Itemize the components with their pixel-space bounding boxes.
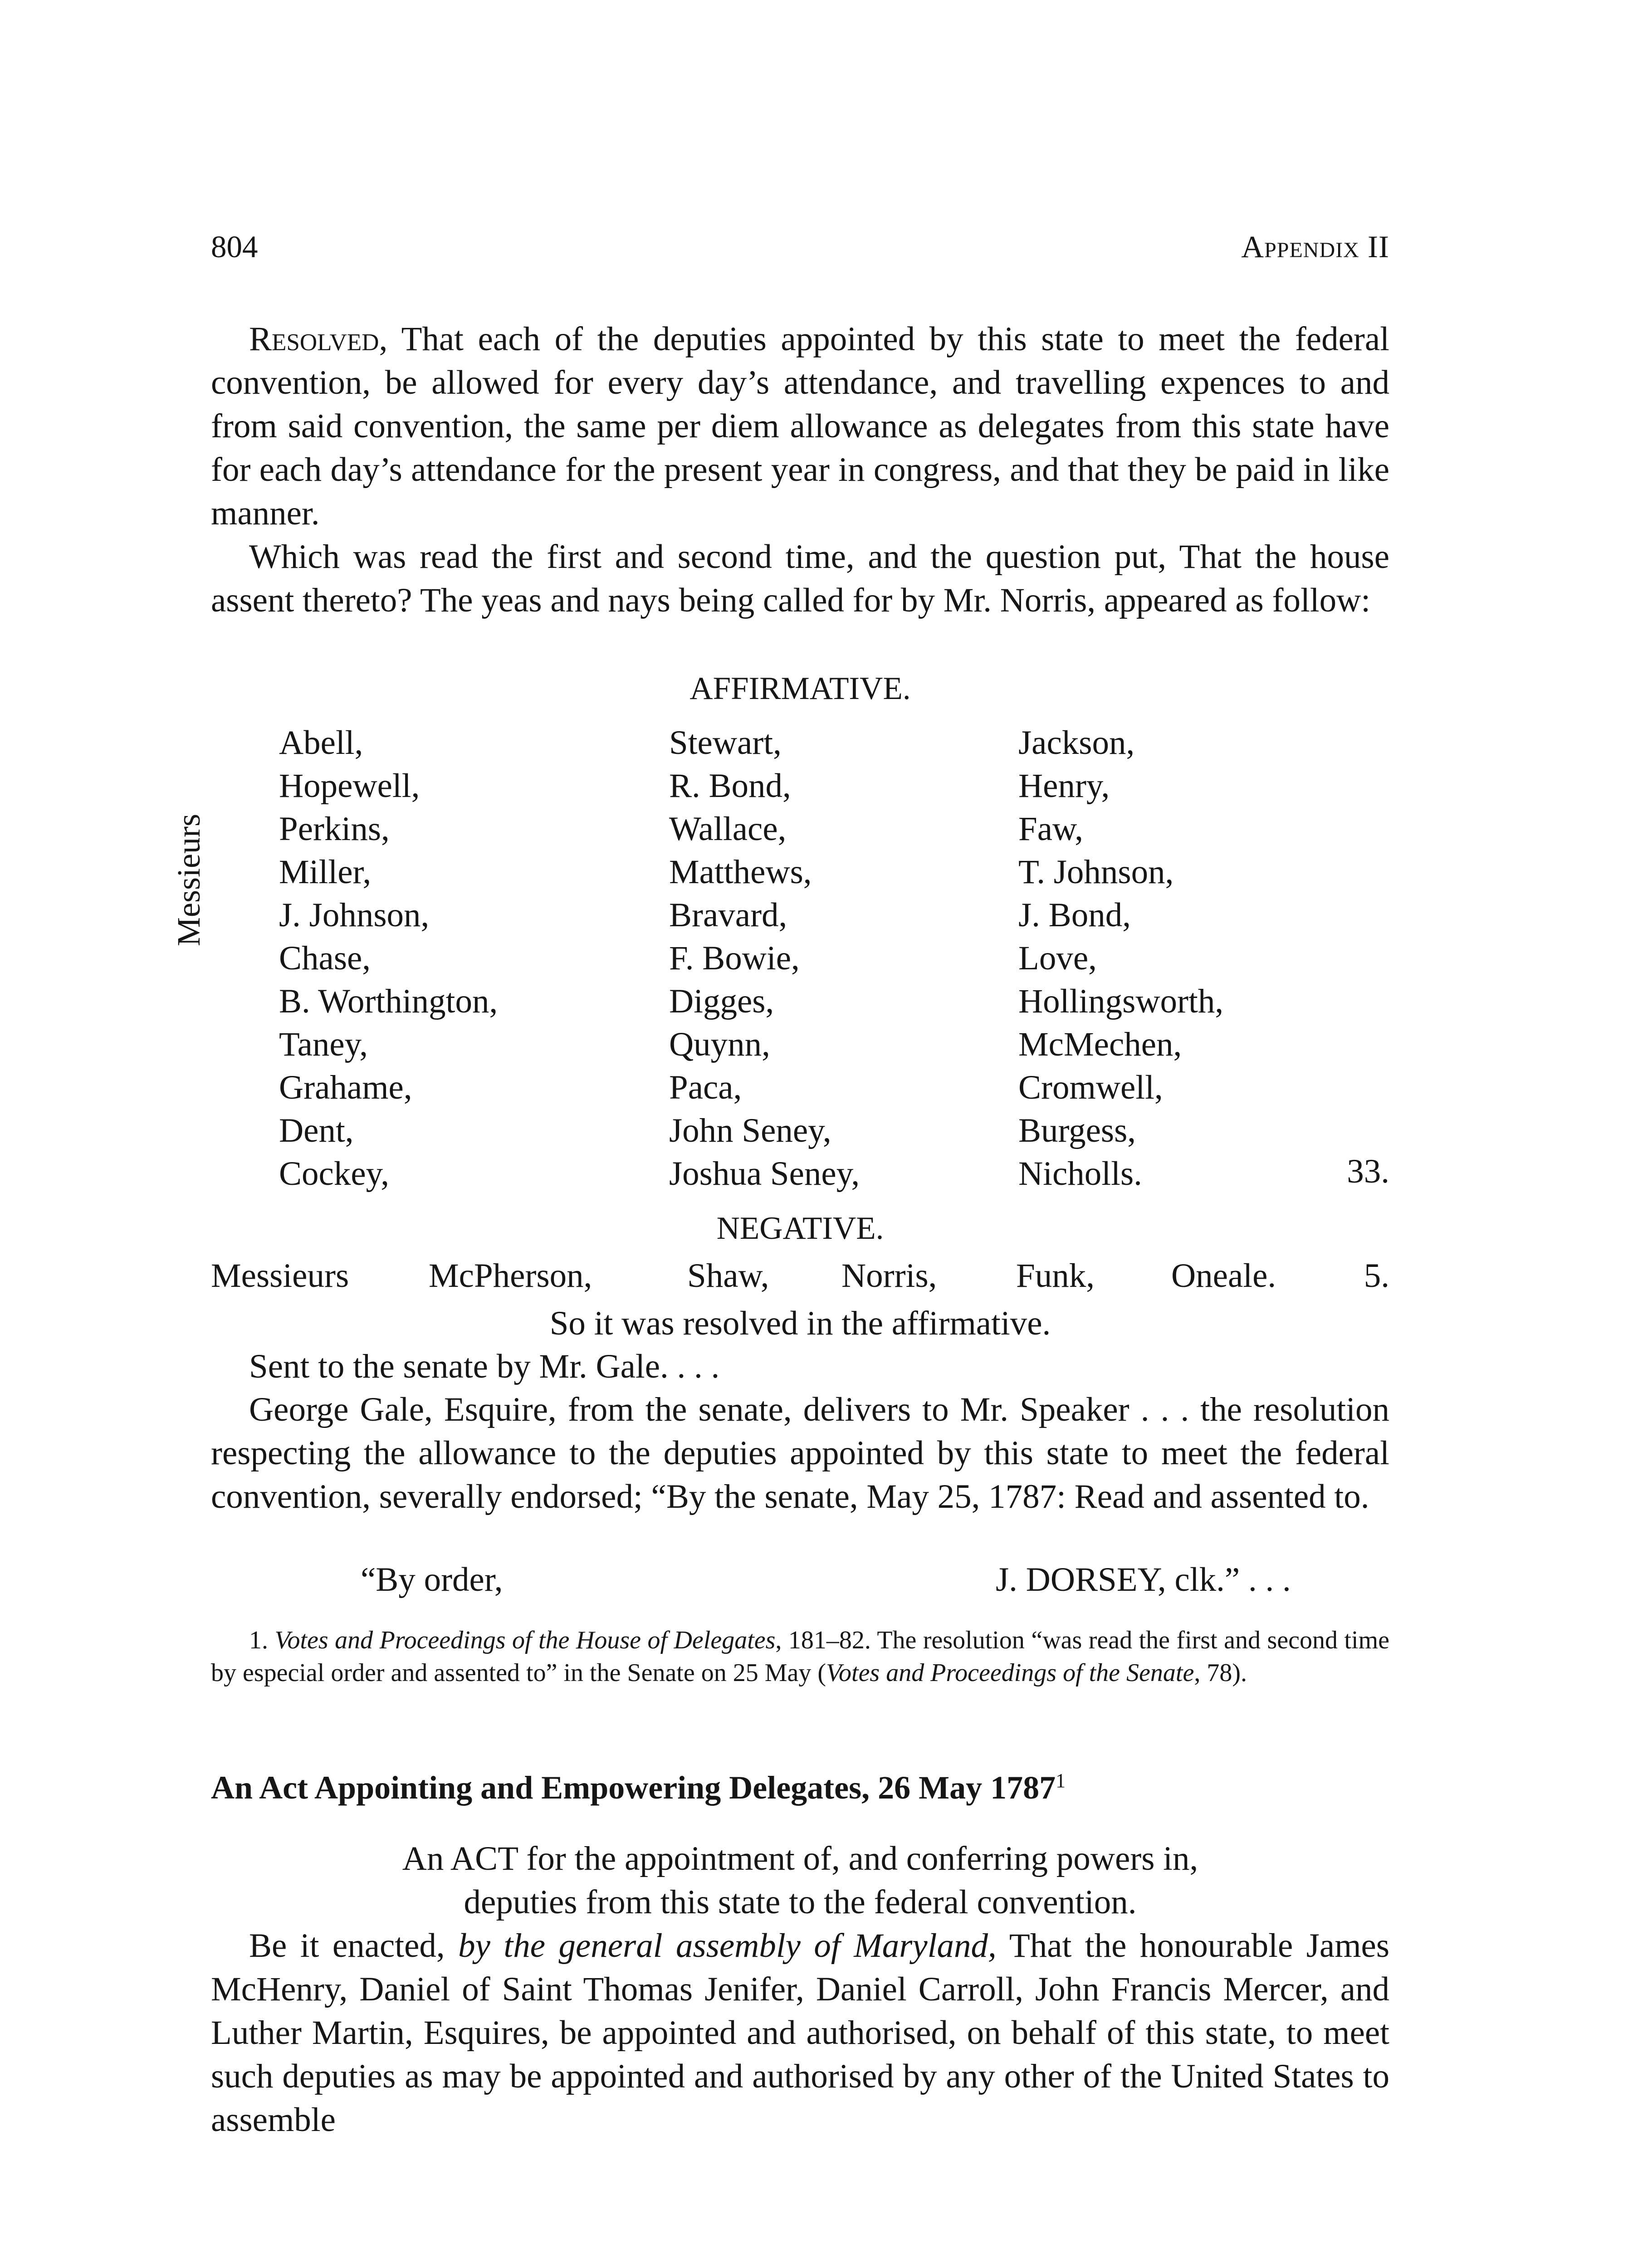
voter-name: Henry, xyxy=(1018,767,1110,805)
voter-name: Wallace, xyxy=(669,810,787,848)
voter-name: J. Johnson, xyxy=(279,896,430,934)
resolution-text: , That each of the deputies appointed by this state to meet the federal convention, be allowed for every day’s attendance, and travelling expences to and from said convention, the same per diem allowance as delegates from this state have for each day’s attendance for the present year in congress, and that they be paid in like manner. xyxy=(211,320,1389,532)
negative-name: Norris, xyxy=(841,1257,937,1295)
footnote-source-title: Votes and Proceedings of the House of Delegates xyxy=(274,1626,776,1654)
page-number: 804 xyxy=(211,230,258,264)
act-title-line-1: An ACT for the appointment of, and conferring powers in, xyxy=(402,1840,1198,1877)
affirmative-total: 33. xyxy=(1347,1153,1389,1190)
voter-name: Matthews, xyxy=(669,853,812,891)
act-title-line-2: deputies from this state to the federal convention. xyxy=(464,1883,1137,1921)
voter-name: John Seney, xyxy=(669,1112,831,1149)
footnote-senate-title: Votes and Proceedings of the Senate xyxy=(826,1659,1194,1687)
footnote-number: 1. xyxy=(249,1626,268,1654)
voter-name: Paca, xyxy=(669,1069,742,1106)
voter-name: Bravard, xyxy=(669,896,787,934)
voter-name: Stewart, xyxy=(669,724,782,762)
page-header xyxy=(211,229,1389,270)
voter-name: McMechen, xyxy=(1018,1026,1182,1063)
voter-name: Digges, xyxy=(669,982,774,1020)
reading-paragraph: Which was read the first and second time, and the question put, That the house assent thereto? The yeas and nays being called for by Mr. Norris, appeared as follow: xyxy=(211,538,1389,619)
section-heading xyxy=(211,1769,1389,1807)
voter-name: Chase, xyxy=(279,939,371,977)
negative-name: Shaw, xyxy=(687,1257,769,1295)
affirmative-column-2 xyxy=(669,721,860,1195)
voter-name: Jackson, xyxy=(1018,724,1135,762)
enact-text: That the honourable James McHenry, Daniel of Saint Thomas Jenifer, Daniel Carroll, John Francis Mercer, and Luther Martin, Esquires, be appointed and authorised, on behalf of this state, to meet such deputies as may be appointed and authorised by any other of the United States to assemble xyxy=(211,1927,1390,2139)
section-footnote-ref: 1 xyxy=(1056,1769,1066,1792)
footnote-senate-pages: , 78). xyxy=(1194,1659,1247,1687)
voter-name: Grahame, xyxy=(279,1069,412,1106)
messieurs-vertical-label: Messieurs xyxy=(171,814,207,946)
voter-name: Hollingsworth, xyxy=(1018,982,1224,1020)
vote-result: So it was resolved in the affirmative. xyxy=(549,1305,1051,1342)
affirmative-heading: AFFIRMATIVE. xyxy=(689,671,911,706)
sent-line: Sent to the senate by Mr. Gale. . . . xyxy=(249,1348,720,1385)
order-line xyxy=(211,1560,1389,1604)
voter-name: Abell, xyxy=(279,724,363,762)
voter-name: Joshua Seney, xyxy=(669,1155,860,1193)
voter-name: Quynn, xyxy=(669,1026,770,1063)
voter-name: F. Bowie, xyxy=(669,939,800,977)
negative-total: 5. xyxy=(1364,1257,1389,1295)
clerk-signature: J. DORSEY, clk.” . . . xyxy=(996,1561,1291,1598)
voter-name: B. Worthington, xyxy=(279,982,498,1020)
voter-name: Faw, xyxy=(1018,810,1084,848)
voter-name: Cockey, xyxy=(279,1155,389,1193)
affirmative-column-3 xyxy=(1018,721,1223,1195)
enact-italic: by the general assembly of Maryland, xyxy=(458,1927,997,1965)
negative-row xyxy=(211,1256,1389,1300)
by-order: “By order, xyxy=(361,1561,503,1598)
enact-start: Be it enacted, xyxy=(249,1927,459,1965)
negative-name: McPherson, xyxy=(429,1257,592,1295)
gale-paragraph: George Gale, Esquire, from the senate, delivers to Mr. Speaker . . . the resolution respecting the allowance to the deputies appointed by this state to meet the federal convention, severally endorsed; “By the senate, May 25, 1787: Read and assented to. xyxy=(211,1391,1389,1515)
voter-name: Hopewell, xyxy=(279,767,420,805)
voter-name: Perkins, xyxy=(279,810,390,848)
resolved-lead: Resolved xyxy=(249,320,379,358)
negative-label: Messieurs xyxy=(211,1257,349,1295)
section-title: An Act Appointing and Empowering Delegates, 26 May 1787 xyxy=(211,1769,1056,1806)
affirmative-column-1 xyxy=(279,721,498,1195)
negative-name: Oneale. xyxy=(1171,1257,1276,1295)
footnote-1 xyxy=(211,1624,1389,1689)
resolution-paragraph xyxy=(211,318,1389,535)
footnote-source-text: , 181–82. The resolution “was read the first and second time by especial order and assented to” in the Senate on 25 May ( xyxy=(211,1626,1390,1687)
voter-name: Cromwell, xyxy=(1018,1069,1163,1106)
voter-name: Taney, xyxy=(279,1026,368,1063)
voter-name: T. Johnson, xyxy=(1018,853,1174,891)
voter-name: J. Bond, xyxy=(1018,896,1131,934)
document-page xyxy=(171,0,1390,2268)
voter-name: Miller, xyxy=(279,853,372,891)
voter-name: R. Bond, xyxy=(669,767,791,805)
voter-name: Dent, xyxy=(279,1112,354,1149)
running-title: Appendix II xyxy=(1241,230,1389,264)
voter-name: Love, xyxy=(1018,939,1097,977)
enactment-paragraph xyxy=(211,1924,1389,2142)
negative-name: Funk, xyxy=(1016,1257,1095,1295)
voter-name: Burgess, xyxy=(1018,1112,1136,1149)
negative-heading: NEGATIVE. xyxy=(716,1211,884,1246)
voter-name: Nicholls. xyxy=(1018,1155,1142,1193)
